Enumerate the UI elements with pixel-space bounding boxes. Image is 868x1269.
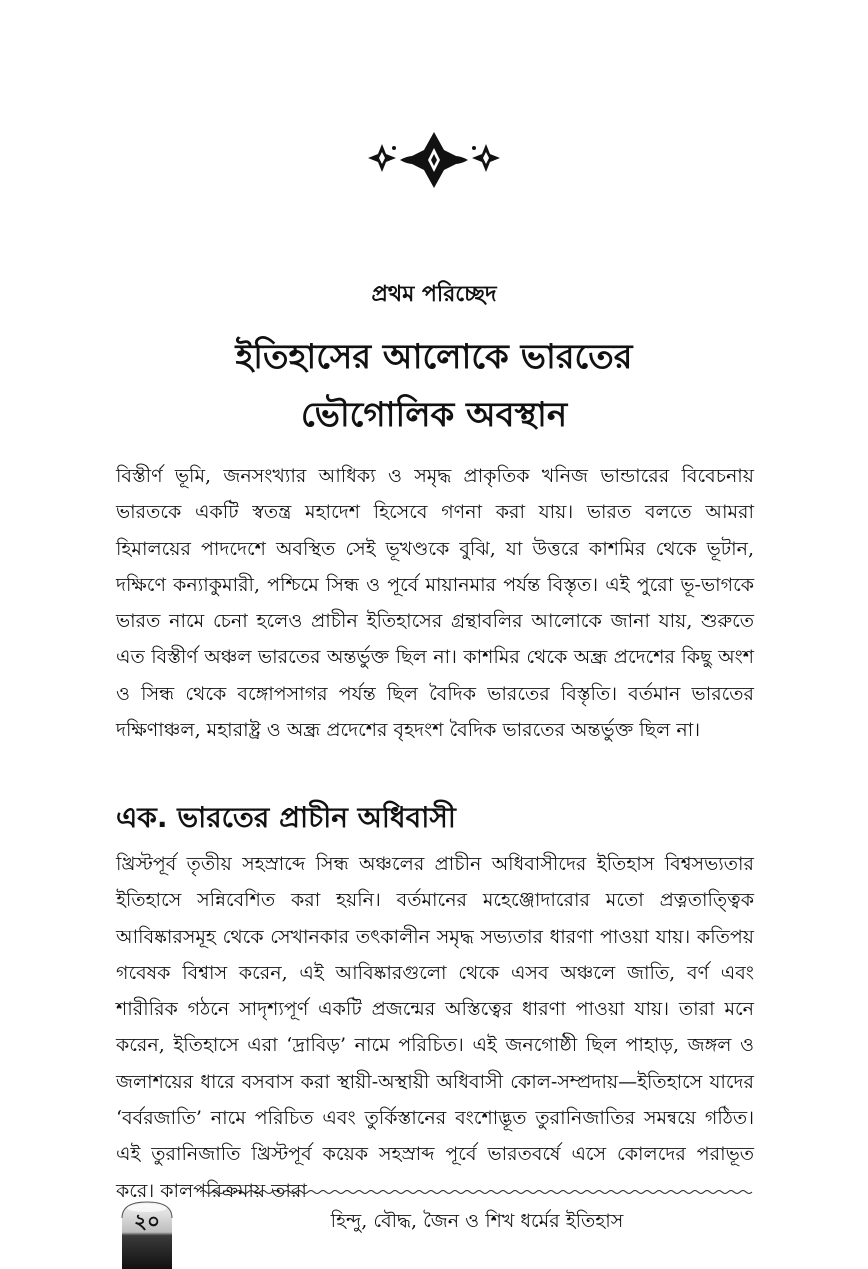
footer-wavy-divider: [200, 1188, 754, 1196]
diamond-star-ornament-icon: [364, 128, 504, 192]
section-heading: এক. ভারতের প্রাচীন অধিবাসী: [116, 801, 456, 834]
page-number: ২০: [133, 1209, 160, 1233]
chapter-title-line-2: ভৌগোলিক অবস্থান: [300, 395, 568, 435]
chapter-label: প্রথম পরিচ্ছেদ: [371, 282, 497, 307]
chapter-title: [0, 328, 868, 444]
intro-paragraph: বিস্তীর্ণ ভূমি, জনসংখ্যার আধিক্য ও সমৃদ্ধ প্রাকৃতিক খনিজ ভান্ডারের বিবেচনায় ভারতকে একটি স্বতন্ত্র মহাদেশ হিসেবে গণনা করা যায়। ভারত বলতে আমরা হিমালয়ের পাদদেশে অবস্থিত সেই ভূখণ্ডকে বুঝি, যা উত্তরে কাশমির থেকে ভূটান, দক্ষিণে কন্যাকুমারী, পশ্চিমে সিন্ধ ও পূর্বে মায়ানমার পর্যন্ত বিস্তৃত। এই পুরো ভূ-ভাগকে ভারত নামে চেনা হলেও প্রাচীন ইতিহাসের গ্রন্থাবলির আলোকে জানা যায়, শুরুতে এত বিস্তীর্ণ অঞ্চল ভারতের অন্তর্ভুক্ত ছিল না। কাশমির থেকে অন্ধ্র প্রদেশের কিছু অংশ ও সিন্ধ থেকে বঙ্গোপসাগর পর্যন্ত ছিল বৈদিক ভারতের বিস্তৃতি। বর্তমান ভারতের দক্ষিণাঞ্চল, মহারাষ্ট্র ও অন্ধ্র প্রদেশের বৃহদংশ বৈদিক ভারতের অন্তর্ভুক্ত ছিল না।: [116, 465, 754, 742]
running-footer-title: হিন্দু, বৌদ্ধ, জৈন ও শিখ ধর্মের ইতিহাস: [330, 1210, 624, 1232]
section-paragraph: খ্রিস্টপূর্ব তৃতীয় সহস্রাব্দে সিন্ধ অঞ্চলের প্রাচীন অধিবাসীদের ইতিহাস বিশ্বসভ্যতার ইতিহাসে সন্নিবেশিত করা হয়নি। বর্তমানের মহেঞ্জোদারোর মতো প্রত্নতাত্ত্বিক আবিষ্কারসমূহ থেকে সেখানকার তৎকালীন সমৃদ্ধ সভ্যতার ধারণা পাওয়া যায়। কতিপয় গবেষক বিশ্বাস করেন, এই আবিষ্কারগুলো থেকে এসব অঞ্চলে জাতি, বর্ণ এবং শারীরিক গঠনে সাদৃশ্যপূর্ণ একটি প্রজন্মের অস্তিত্বের ধারণা পাওয়া যায়। তারা মনে করেন, ইতিহাসে এরা ‘দ্রাবিড়’ নামে পরিচিত। এই জনগোষ্ঠী ছিল পাহাড়, জঙ্গল ও জলাশয়ের ধারে বসবাস করা স্থায়ী-অস্থায়ী অধিবাসী কোল-সম্প্রদায়—ইতিহাসে যাদের ‘বর্বরজাতি’ নামে পরিচিত এবং তুর্কিস্তানের বংশোদ্ভূত তুরানিজাতির সমন্বয়ে গঠিত। এই তুরানিজাতি খ্রিস্টপূর্ব কয়েক সহস্রাব্দ পূর্বে ভারতবর্ষে এসে কোলদের পরাভূত করে। কালপরিক্রমায় তারা: [116, 853, 754, 1202]
chapter-title-line-1: ইতিহাসের আলোকে ভারতের: [235, 337, 633, 377]
